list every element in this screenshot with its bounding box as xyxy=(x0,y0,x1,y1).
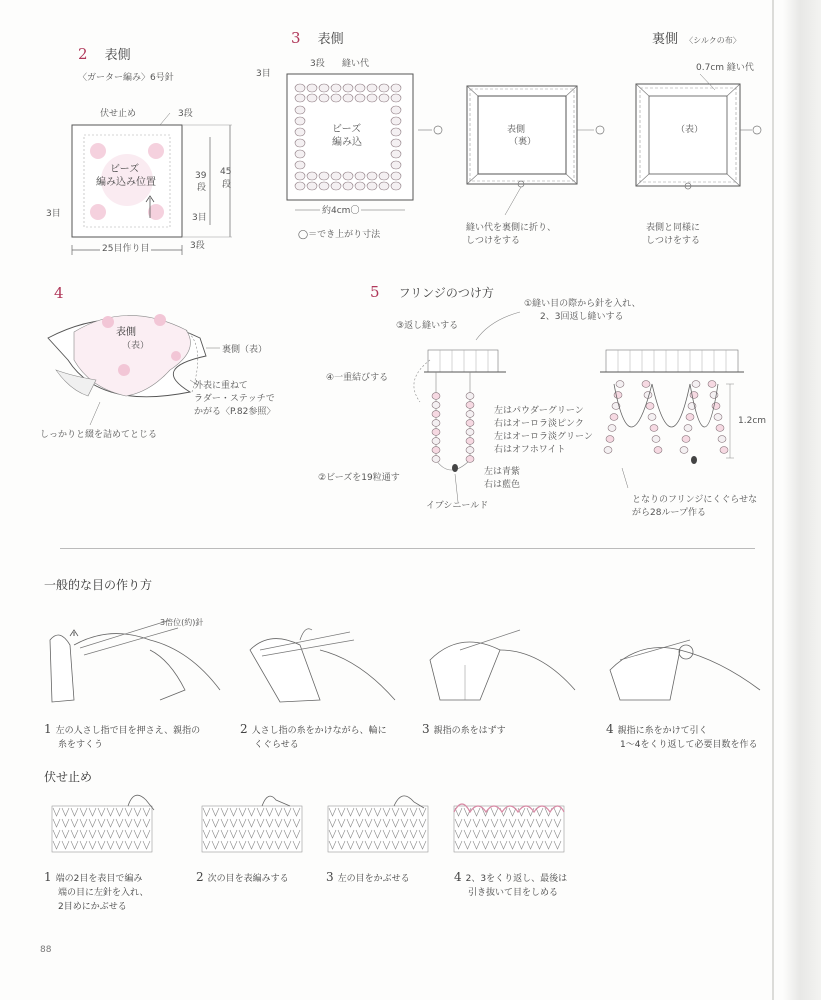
section-3-st3: 3目 xyxy=(256,69,271,79)
cast-on-step-2-number: 2 xyxy=(240,722,248,736)
general-heading: 一般的な目の作り方 xyxy=(44,578,153,592)
section-3-back-label-1: 表側 xyxy=(507,125,526,135)
section-3-legend: ◯＝でき上がり寸法 xyxy=(298,230,381,240)
section-3-bead-label-1: ビーズ xyxy=(332,124,362,135)
section-2-rows3-bottom: 3段 xyxy=(190,241,205,251)
section-5-note-4: ④一重結びする xyxy=(326,373,389,383)
bindoff-step-4-caption xyxy=(454,870,614,900)
cast-on-step-1-text-2: 糸をすくう xyxy=(58,740,104,750)
section-5-color-4: 右はオフホワイト xyxy=(494,445,566,455)
section-3-rows3: 3段 xyxy=(310,59,325,69)
section-4-stitch-note-3: かがる〈P.82参照〉 xyxy=(194,407,276,417)
section-5-beads-note: ②ビーズを19粒通す xyxy=(318,473,400,483)
section-2-st3-left: 3目 xyxy=(46,209,61,219)
section-2-rows39: 39 xyxy=(195,171,207,181)
silk-note-2: しつけをする xyxy=(646,236,701,246)
section-2-st3-right: 3目 xyxy=(192,213,207,223)
cast-on-step-4-text-2: 1〜4をくり返して必要目数を作る xyxy=(620,740,758,750)
section-2-rows45: 45 xyxy=(220,167,232,177)
cast-on-step-1-text-1: 左の人さし指で目を押さえ、親指の xyxy=(55,726,201,736)
bindoff-step-4-number: 4 xyxy=(454,870,462,884)
bindoff-step-2-illustration xyxy=(202,796,302,852)
page-gutter-shadow xyxy=(783,0,821,1000)
section-5-title: フリンジのつけ方 xyxy=(398,286,494,300)
section-3-bead-label-2: 編み込 xyxy=(332,137,362,148)
general-yarn-label: 3倍位(約)針 xyxy=(160,618,204,627)
silk-seam-label: 0.7cm 縫い代 xyxy=(696,63,754,73)
silk-title-note: 〈シルクの布〉 xyxy=(685,36,741,45)
bindoff-step-4-text-1: 2、3をくり返し、最後は xyxy=(465,874,568,884)
cast-on-step-4-number: 4 xyxy=(606,722,614,736)
section-2-number: 2 xyxy=(78,45,88,63)
silk-note-1: 表側と同様に xyxy=(646,223,701,233)
section-5-color-3: 左はオーロラ淡グリーン xyxy=(494,432,593,442)
section-5-loops-note-1: となりのフリンジにくぐらせな xyxy=(632,495,758,505)
cast-on-step-1-number: 1 xyxy=(44,722,52,736)
section-3-number: 3 xyxy=(291,29,301,47)
section-3-seam: 縫い代 xyxy=(342,59,370,69)
section-5-color-6: 右は藍色 xyxy=(484,480,521,490)
section-3-title: 表側 xyxy=(317,32,344,47)
section-4-stitch-note-2: ラダー・ステッチで xyxy=(194,394,275,404)
section-2-rows3-top: 3段 xyxy=(178,109,193,119)
section-5-length: 1.2cm xyxy=(738,416,767,426)
cast-on-step-2-text-1: 人さし指の糸をかけながら、輪に xyxy=(251,726,387,736)
bindoff-step-1-text-2: 端の目に左針を入れ、 xyxy=(58,888,149,898)
silk-title: 裏側 xyxy=(652,32,679,47)
bindoff-step-1-text-3: 2目めにかぶせる xyxy=(58,902,127,912)
section-2-rows39-unit: 段 xyxy=(197,183,207,193)
section-4-front-label-1: 表側 xyxy=(116,327,136,338)
section-2-rows45-unit: 段 xyxy=(222,180,232,190)
section-4-front-label-2: （表） xyxy=(122,341,150,351)
section-3-fold-note-1: 縫い代を裏側に折り、 xyxy=(466,223,557,233)
section-2-bead-label-2: 編み込み位置 xyxy=(96,177,156,188)
cast-on-step-2-text-2: くぐらせる xyxy=(254,740,299,750)
bindoff-step-4-text-2: 引き抜いて目をしめる xyxy=(468,888,559,898)
section-4-number: 4 xyxy=(54,284,64,302)
section-2-caston-label: 25目作り目 xyxy=(102,244,150,254)
bindoff-step-1-number: 1 xyxy=(44,870,52,884)
section-4-close-note: しっかりと綴を詰めてとじる xyxy=(40,430,158,440)
section-5-note-3: ③返し縫いする xyxy=(396,321,459,331)
section-4-back-label: 裏側（表） xyxy=(222,345,268,355)
bindoff-step-1-caption xyxy=(44,870,194,914)
cast-on-step-3-number: 3 xyxy=(422,722,430,736)
section-5-note-1b: 2、3回返し縫いする xyxy=(540,312,624,322)
bindoff-step-1-illustration xyxy=(52,795,154,852)
cast-on-step-4-text-1: 親指に糸をかけて引く xyxy=(617,726,708,736)
cast-on-step-3-text-1: 親指の糸をはずす xyxy=(433,726,506,736)
section-5-shield-label: イブシニールド xyxy=(426,501,489,511)
section-3-size-text: 約4cm xyxy=(322,206,351,216)
page-number: 88 xyxy=(40,945,52,955)
bindoff-step-2-text-1: 次の目を表編みする xyxy=(207,874,289,884)
section-2-bead-label-1: ビーズ xyxy=(110,164,140,175)
bindoff-step-3-number: 3 xyxy=(326,870,334,884)
bindoff-step-2-number: 2 xyxy=(196,870,204,884)
section-4-stitch-note-1: 外表に重ねて xyxy=(194,381,248,391)
section-2-subtitle: 〈ガーター編み〉6号針 xyxy=(78,73,174,83)
bindoff-step-3-caption xyxy=(326,870,466,886)
bindoff-step-4-illustration xyxy=(454,804,564,852)
bindoff-step-3-illustration xyxy=(328,796,428,852)
section-5-color-2: 右はオーロラ淡ピンク xyxy=(494,419,584,429)
section-3-size-mark: 〇 xyxy=(350,206,360,216)
bindoff-heading: 伏せ止め xyxy=(44,770,93,784)
section-2-bindoff-label: 伏せ止め xyxy=(100,109,137,119)
silk-inner-label: （表） xyxy=(676,125,704,135)
section-5-loops-note-2: がら28ループ作る xyxy=(632,508,707,518)
section-2-title: 表側 xyxy=(104,48,131,63)
section-5-number: 5 xyxy=(370,283,380,301)
section-3-back-label-2: （裏） xyxy=(509,137,537,147)
bindoff-step-1-text-1: 端の2目を表目で編み xyxy=(55,874,143,884)
section-3-fold-note-2: しつけをする xyxy=(466,236,521,246)
section-5-color-5: 左は青紫 xyxy=(484,467,521,477)
needle-yarn xyxy=(262,796,290,806)
bindoff-step-2-caption xyxy=(196,870,336,886)
bindoff-step-3-text-1: 左の目をかぶせる xyxy=(337,874,410,884)
section-5-color-1: 左はパウダーグリーン xyxy=(494,406,584,416)
section-5-note-1a: ①縫い目の際から針を入れ、 xyxy=(524,299,641,309)
